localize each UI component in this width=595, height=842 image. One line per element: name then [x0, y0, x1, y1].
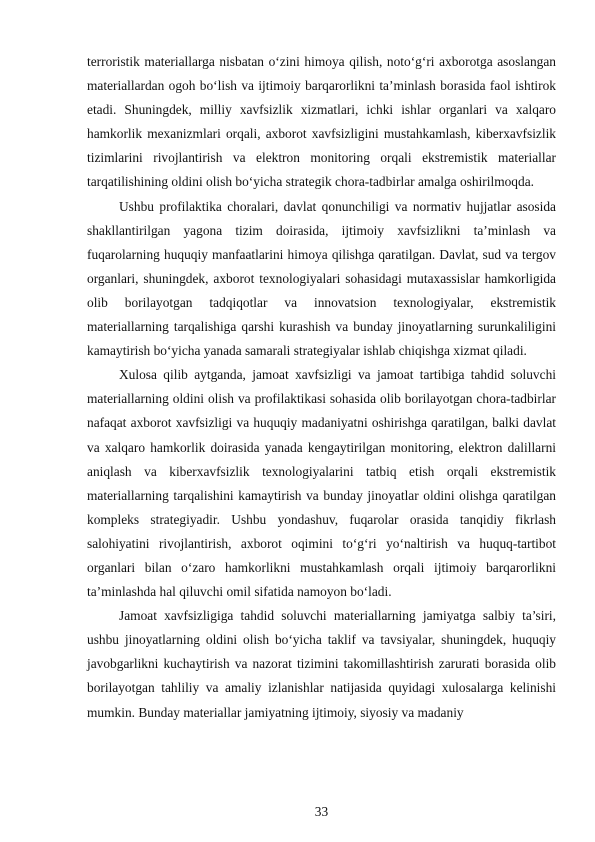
paragraph-continued: terroristik materiallarga nisbatan o‘zini himoya qilish, noto‘g‘ri axborotga asoslangan materiallardan ogoh bo‘lish va ijtimoiy barqarorlikni ta’minlash borasida faol ishtirok etadi. Shuningdek, milliy xavfsizlik xizmatlari, ichki ishlar organlari va xalqaro hamkorlik mexanizmlari orqali, axborot xavfsizligini mustahkamlash, kiberxavfsizlik tizimlarini rivojlantirish va elektron monitoring orqali ekstremistik materiallar tarqatilishining oldini olish bo‘yicha strategik chora-tadbirlar amalga oshirilmoqda. — [87, 54, 556, 190]
body-text — [87, 50, 556, 725]
paragraph-jamoat-xavfsizligi: Jamoat xavfsizligiga tahdid soluvchi materiallarning jamiyatga salbiy ta’siri, ushbu jinoyatlarning oldini olish bo‘yicha taklif va tavsiyalar, shuningdek, huquqiy javobgarlikni kuchaytirish va nazorat tizimini takomillashtirish zarurati borasida olib borilayotgan tahliliy va amaliy izlanishlar natijasida quyidagi xulosalarga kelinishi mumkin. Bunday materiallar jamiyatning ijtimoiy, siyosiy va madaniy — [87, 608, 556, 720]
page-number: 33 — [314, 804, 329, 819]
paragraph-xulosa: Xulosa qilib aytganda, jamoat xavfsizligi va jamoat tartibiga tahdid soluvchi materiallarning oldini olish va profilaktikasi sohasida olib borilayotgan chora-tadbirlar nafaqat axborot xavfsizligi va huquqiy madaniyatni oshirishga qaratilgan, balki davlat va xalqaro hamkorlik doirasida yanada kengaytirilgan monitoring, elektron dalillarni aniqlash va kiberxavfsizlik texnologiyalarini tatbiq etish orqali ekstremistik materiallarning tarqalishini kamaytirish va bunday jinoyatlar oldini olishga qaratilgan kompleks strategiyadir. Ushbu yondashuv, fuqarolar orasida tanqidiy fikrlash salohiyatini rivojlantirish, axborot oqimini to‘g‘ri yo‘naltirish va huquq-tartibot organlari bilan o‘zaro hamkorlikni mustahkamlash orqali ijtimoiy barqarorlikni ta’minlashda hal qiluvchi omil sifatida namoyon bo‘ladi. — [87, 367, 556, 600]
paragraph-profilaktika: Ushbu profilaktika choralari, davlat qonunchiligi va normativ hujjatlar asosida shakllantirilgan yagona tizim doirasida, ijtimoiy xavfsizlikni ta’minlash va fuqarolarning huquqiy manfaatlarini himoya qilishga qaratilgan. Davlat, sud va tergov organlari, shuningdek, axborot texnologiyalari sohasidagi mutaxassislar hamkorligida olib borilayotgan tadqiqotlar va innovatsion texnologiyalar, ekstremistik materiallarning tarqalishiga qarshi kurashish va bunday jinoyatlarning surunkaliligini kamaytirish bo‘yicha yanada samarali strategiyalar ishlab chiqishga xizmat qiladi. — [87, 198, 556, 359]
